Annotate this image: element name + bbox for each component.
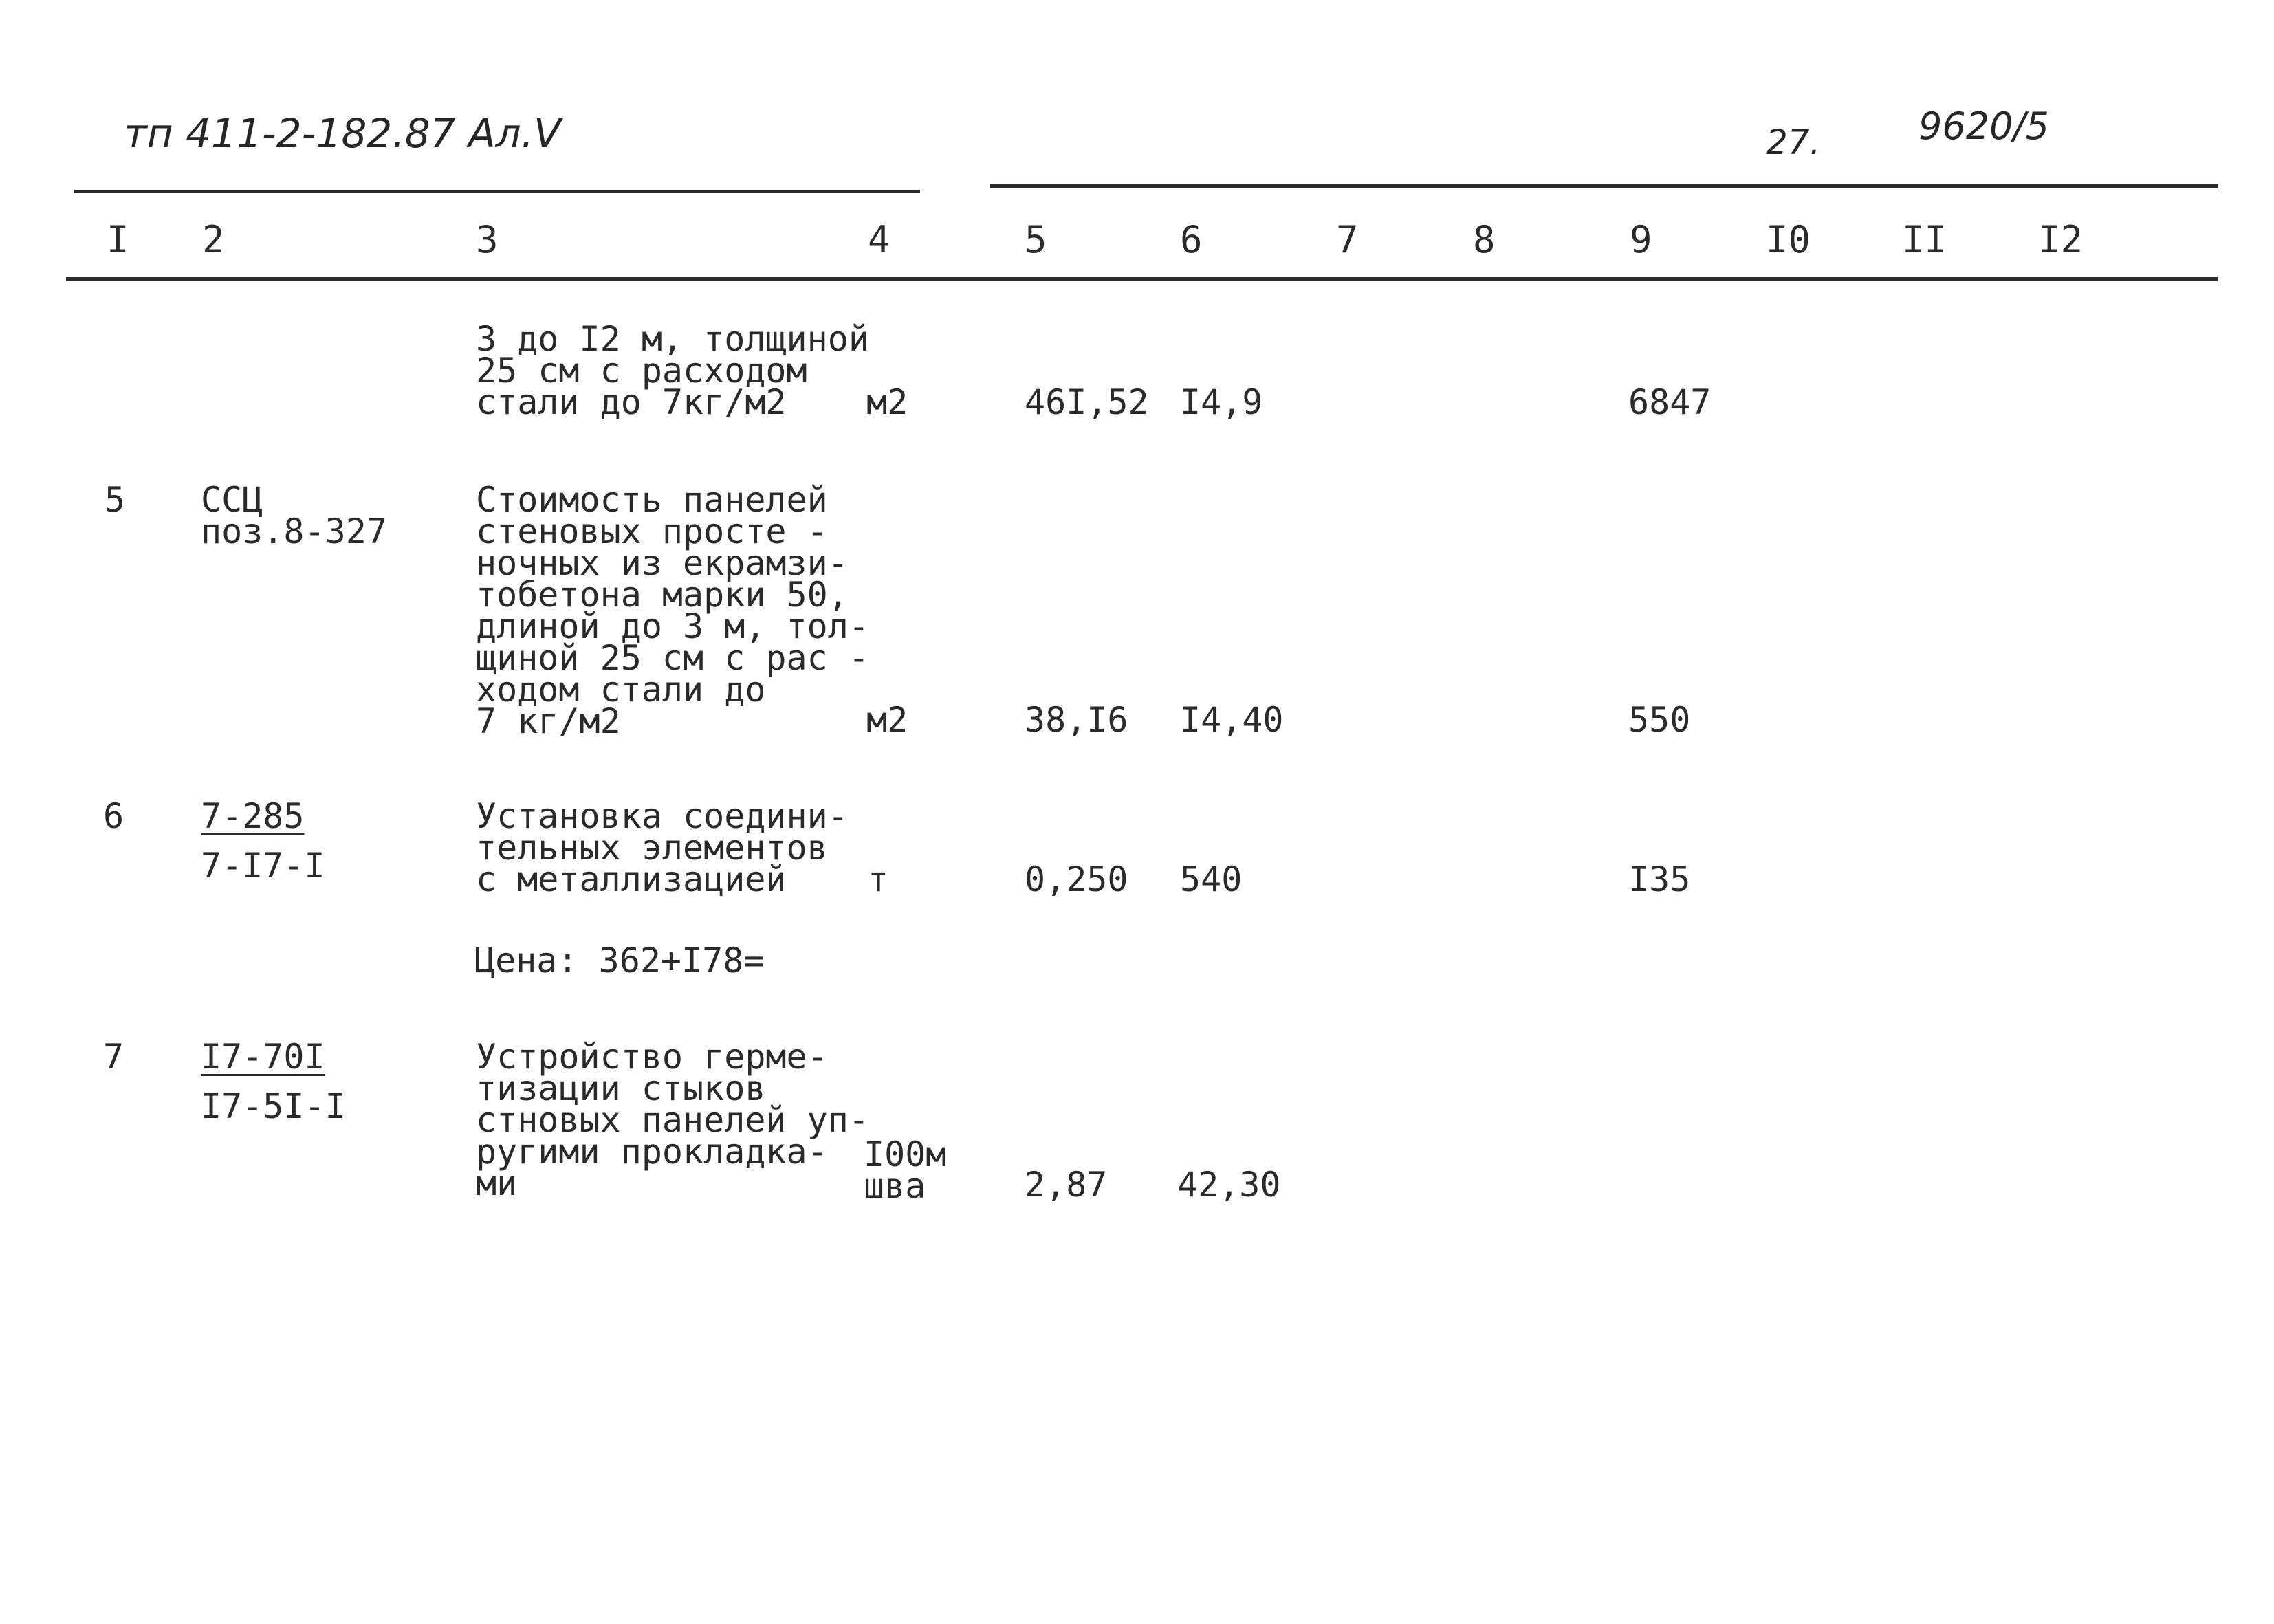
row-number: 6 bbox=[103, 796, 124, 836]
top-rule-right bbox=[990, 184, 2218, 188]
row-description: Устройство герме- тизации стыков стновых панелей уп- ругими прокладка- ми bbox=[476, 1037, 869, 1203]
row-code-bottom: I7-5I-I bbox=[201, 1086, 346, 1126]
row-price: 42,30 bbox=[1177, 1165, 1281, 1205]
col-header-3: 3 bbox=[476, 218, 499, 261]
col-header-6: 6 bbox=[1180, 218, 1203, 261]
row-number: 7 bbox=[103, 1037, 124, 1077]
inventory-number: 9620/5 bbox=[1918, 105, 2049, 148]
row-total: 550 bbox=[1628, 700, 1691, 740]
col-header-4: 4 bbox=[868, 218, 890, 261]
row-unit: I00м шва bbox=[864, 1134, 947, 1206]
col-header-2: 2 bbox=[202, 218, 225, 261]
row-quantity: 0,250 bbox=[1025, 859, 1128, 899]
row-total: I35 bbox=[1628, 859, 1691, 899]
row-price-note: Цена: 362+I78= bbox=[474, 941, 765, 980]
page-number: 27. bbox=[1766, 122, 1821, 162]
top-rule-left bbox=[74, 190, 920, 193]
row-price: I4,40 bbox=[1180, 700, 1284, 740]
row-quantity: 46I,52 bbox=[1025, 382, 1149, 422]
row-price: 540 bbox=[1180, 859, 1243, 899]
col-header-10: I0 bbox=[1766, 218, 1811, 261]
row-description: Установка соедини- тельных элементов с металлизацией bbox=[476, 796, 849, 899]
row-unit: т bbox=[868, 859, 889, 899]
col-header-9: 9 bbox=[1630, 218, 1652, 261]
row-quantity: 2,87 bbox=[1025, 1165, 1108, 1205]
row-code-top: ССЦ bbox=[201, 480, 263, 520]
row-code-top: 7-285 bbox=[201, 796, 305, 836]
row-description: Стоимость панелей стеновых просте - ночных из екрамзи- тобетона марки 50, длиной до 3 м, тол- щиной 25 см с рас - ходом стали до 7 кг/м2 bbox=[476, 480, 869, 741]
row-unit: м2 bbox=[866, 700, 908, 740]
document-code: тп 411-2-182.87 Ал.V bbox=[124, 110, 561, 157]
row-description: 3 до I2 м, толщиной 25 см с расходом стали до 7кг/м2 bbox=[476, 319, 869, 422]
col-header-7: 7 bbox=[1336, 218, 1359, 261]
col-header-12: I2 bbox=[2038, 218, 2084, 261]
row-price: I4,9 bbox=[1180, 382, 1263, 422]
col-header-8: 8 bbox=[1473, 218, 1496, 261]
row-total: 6847 bbox=[1628, 382, 1712, 422]
row-unit: м2 bbox=[866, 382, 908, 422]
row-code-bottom: 7-I7-I bbox=[201, 846, 325, 886]
row-code-bottom: поз.8-327 bbox=[201, 512, 387, 551]
row-quantity: 38,I6 bbox=[1025, 700, 1128, 740]
col-header-11: II bbox=[1902, 218, 1947, 261]
row-code-top: I7-70I bbox=[201, 1037, 325, 1077]
header-bottom-rule bbox=[66, 277, 2218, 281]
row-number: 5 bbox=[105, 480, 126, 520]
col-header-5: 5 bbox=[1025, 218, 1047, 261]
col-header-1: I bbox=[107, 218, 129, 261]
